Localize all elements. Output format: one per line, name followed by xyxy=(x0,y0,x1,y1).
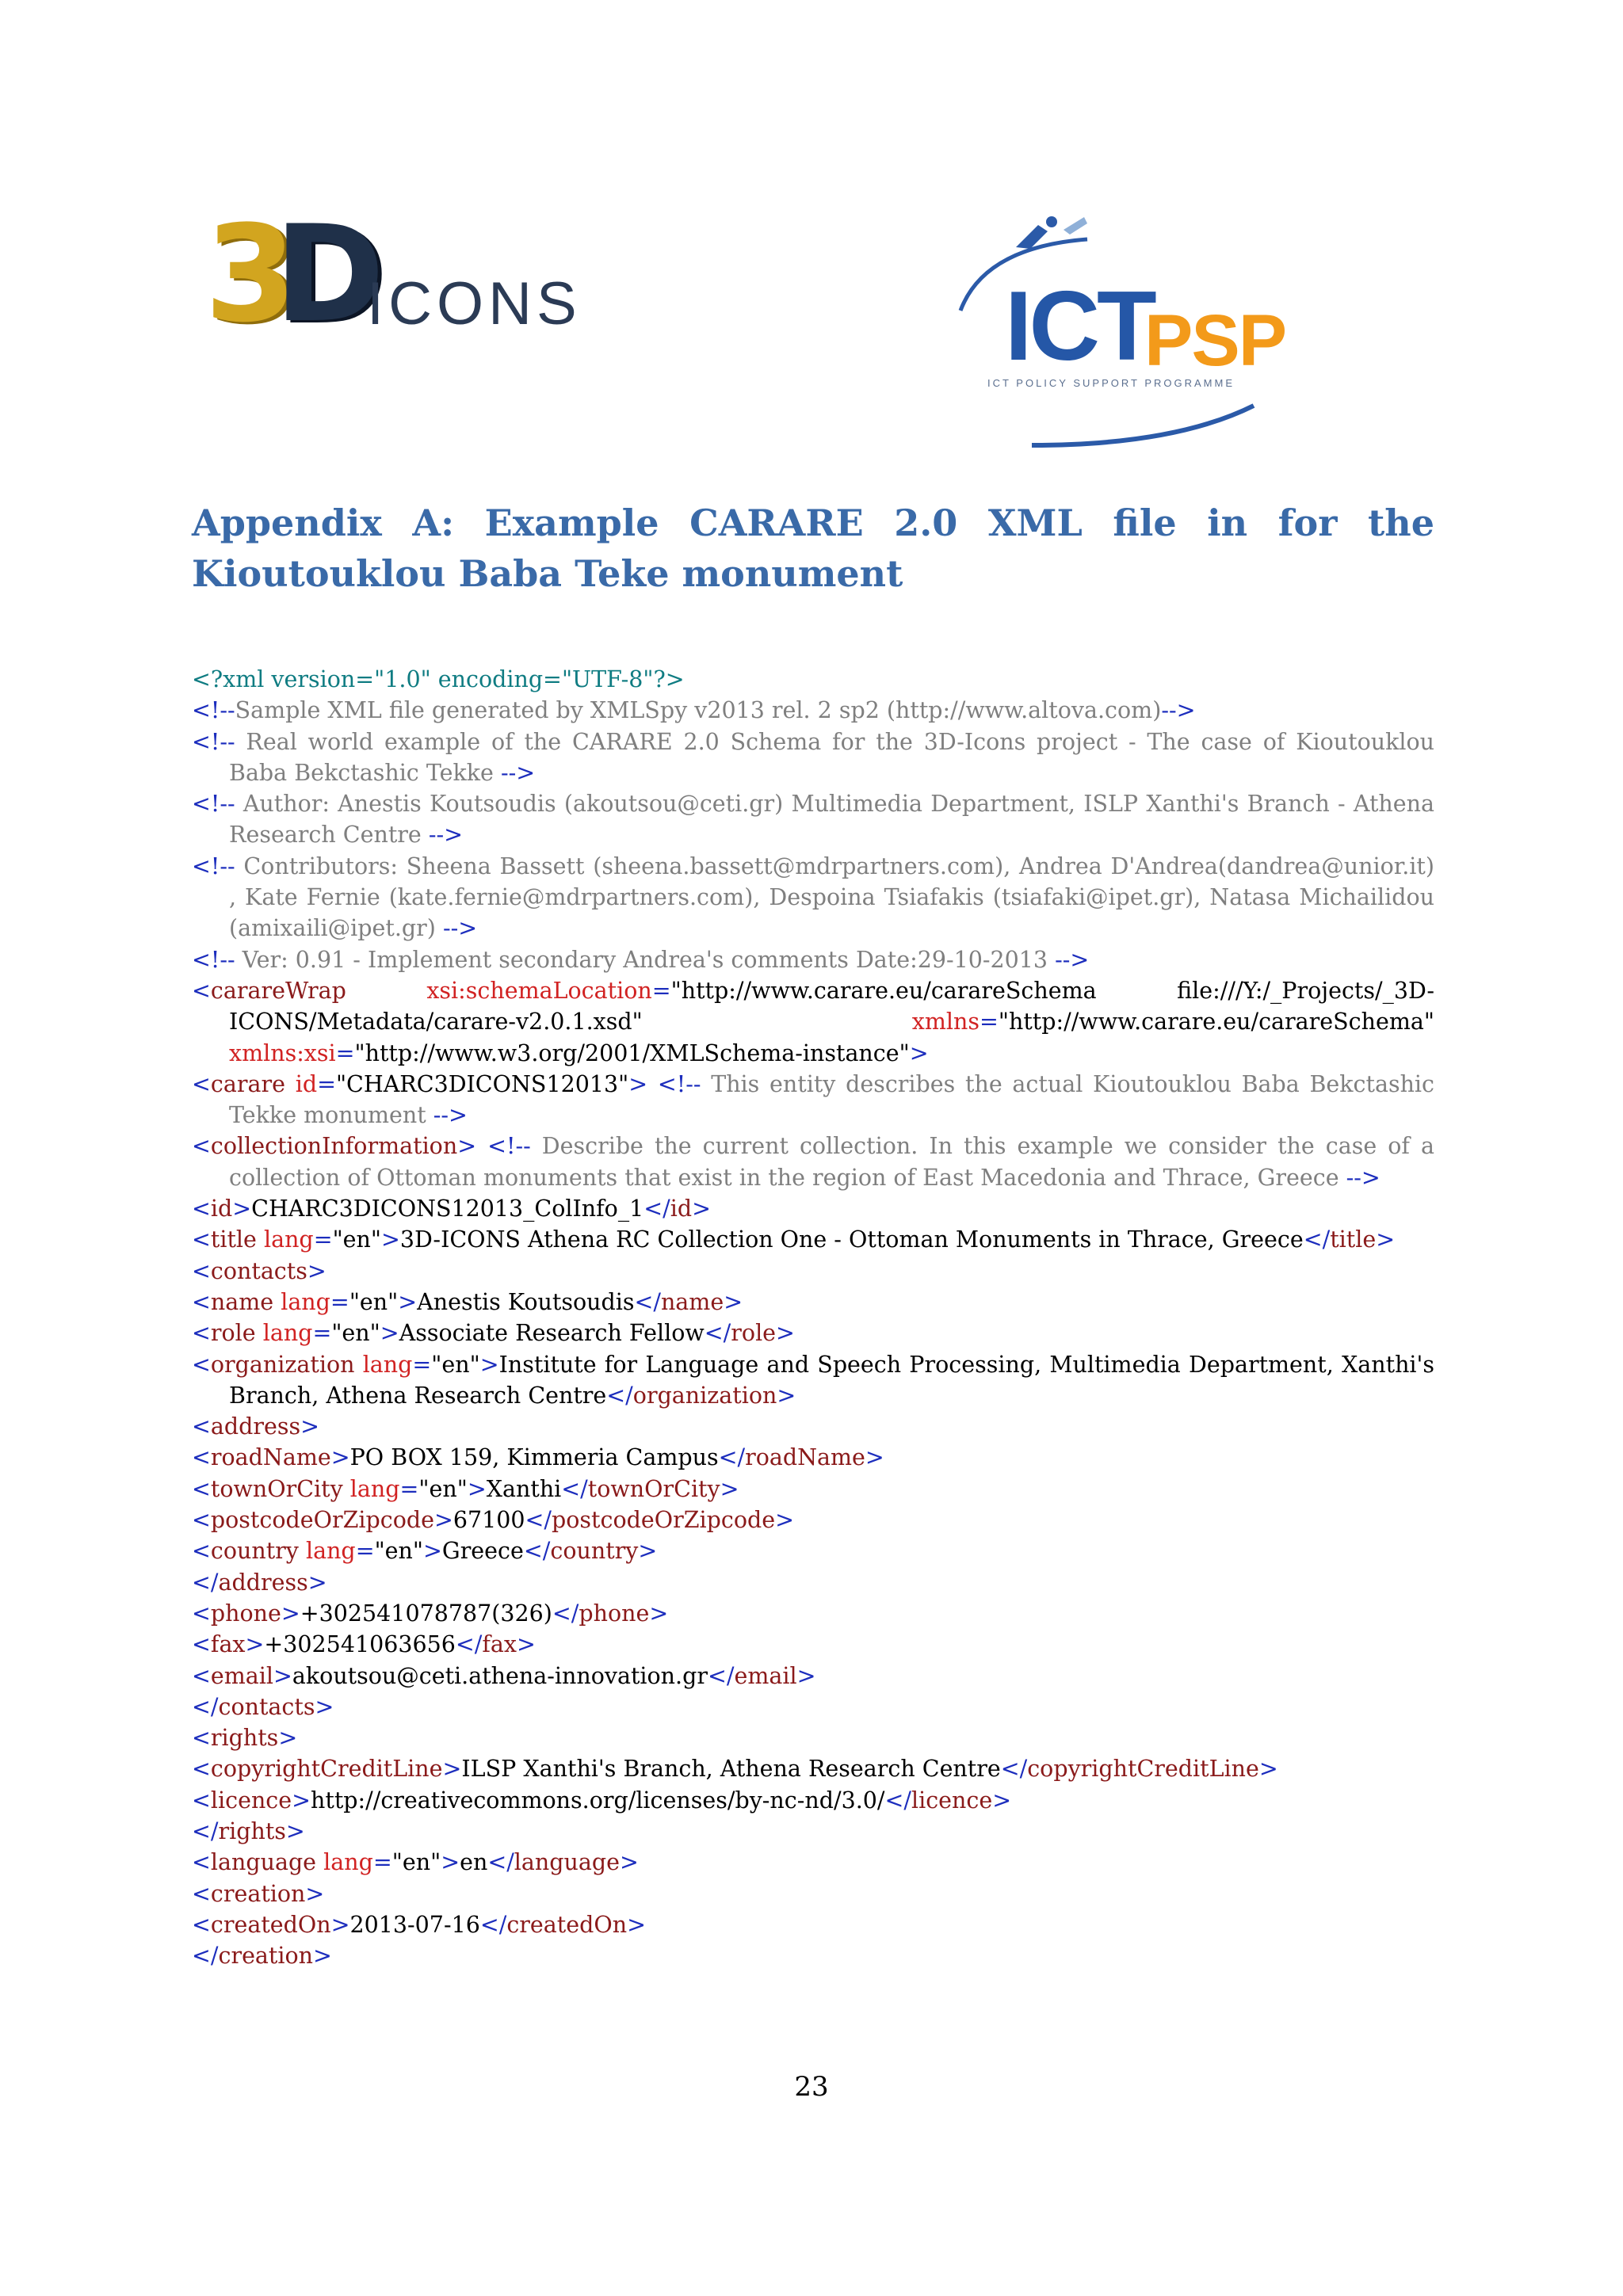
xml-country-line: <country lang="en">Greece</country> xyxy=(192,1538,658,1565)
xml-roadname-line: <roadName>PO BOX 159, Kimmeria Campus</roadName> xyxy=(192,1444,884,1471)
xml-createdon-line: <createdOn>2013-07-16</createdOn> xyxy=(192,1911,646,1938)
heading-line-1: Appendix A: Example CARARE 2.0 XML file in for the xyxy=(192,502,1434,544)
xml-role-line: <role lang="en">Associate Research Fellow</role> xyxy=(192,1320,795,1347)
xml-creation-close: </creation> xyxy=(192,1943,332,1970)
xml-comment-line: <!-- Real world example of the CARARE 2.0 Schema for the 3D-Icons project - The case of Kioutouklou Baba Bekctashic Tekke --> xyxy=(192,728,1434,786)
xml-town-line: <townOrCity lang="en">Xanthi</townOrCity> xyxy=(192,1475,739,1502)
xml-id-line: <id>CHARC3DICONS12013_ColInfo_1</id> xyxy=(192,1196,711,1222)
xml-declaration: <?xml version="1.0" encoding="UTF-8"?> xyxy=(192,666,685,692)
ict-word: ICT xyxy=(1005,272,1154,381)
xml-language-line: <language lang="en">en</language> xyxy=(192,1849,639,1876)
logo-icons-word: ICONS xyxy=(367,270,582,338)
ict-psp-logo xyxy=(937,208,1285,461)
xml-collection-line: <collectionInformation> <!-- Describe the current collection. In this example we consider the case of a collection of Ottoman monuments that exist in the region of East Macedonia and Thrace, Greece --> xyxy=(192,1133,1435,1191)
xml-rights-open: <rights> xyxy=(192,1725,298,1752)
xml-listing xyxy=(192,664,1434,1971)
3d-icons-logo xyxy=(204,196,582,352)
xml-comment-line: <!-- Author: Anestis Koutsoudis (akoutsou@ceti.gr) Multimedia Department, ISLP Xanthi's Branch - Athena Research Centre --> xyxy=(192,791,1434,849)
xml-postcode-line: <postcodeOrZipcode>67100</postcodeOrZipcode> xyxy=(192,1507,795,1534)
xml-carare-line: <carare id="CHARC3DICONS12013"> <!-- This entity describes the actual Kioutouklou Baba Bekctashic Tekke monument --> xyxy=(192,1070,1435,1129)
xml-title-line: <title lang="en">3D-ICONS Athena RC Collection One - Ottoman Monuments in Thrace, Greece</title> xyxy=(192,1226,1396,1253)
page-number: 23 xyxy=(794,2071,829,2103)
logo-3-glyph: 3 xyxy=(204,196,286,352)
xml-comment-line: <!-- Ver: 0.91 - Implement secondary Andrea's comments Date:29-10-2013 --> xyxy=(192,946,1090,973)
xml-email-line: <email>akoutsou@ceti.athena-innovation.gr</email> xyxy=(192,1662,816,1689)
heading-line-2: Kioutouklou Baba Teke monument xyxy=(192,552,903,595)
xml-creation-open: <creation> xyxy=(192,1880,325,1907)
xml-phone-line: <phone>+302541078787(326)</phone> xyxy=(192,1600,669,1627)
xml-copyright-line: <copyrightCreditLine>ILSP Xanthi's Branch, Athena Research Centre</copyrightCreditLine> xyxy=(192,1756,1278,1783)
xml-fax-line: <fax>+302541063656</fax> xyxy=(192,1631,536,1658)
xml-comment-line: <!--Sample XML file generated by XMLSpy v2013 rel. 2 sp2 (http://www.altova.com)--> xyxy=(192,697,1196,724)
appendix-heading xyxy=(192,498,1434,599)
ict-subtitle: ICT POLICY SUPPORT PROGRAMME xyxy=(987,377,1235,389)
xml-name-line: <name lang="en">Anestis Koutsoudis</name> xyxy=(192,1288,743,1315)
xml-address-open: <address> xyxy=(192,1413,320,1440)
xml-rights-close: </rights> xyxy=(192,1817,305,1844)
logo-d-glyph: D xyxy=(274,196,385,352)
psp-word: PSP xyxy=(1144,300,1286,381)
xml-contacts-close: </contacts> xyxy=(192,1693,334,1720)
xml-organization-line: <organization lang="en">Institute for Language and Speech Processing, Multimedia Department, Xanthi's Branch, Athena Research Centre</organization> xyxy=(192,1351,1435,1409)
xml-licence-line: <licence>http://creativecommons.org/licenses/by-nc-nd/3.0/</licence> xyxy=(192,1787,1012,1814)
xml-address-close: </address> xyxy=(192,1569,327,1596)
xml-comment-line: <!-- Contributors: Sheena Bassett (sheena.bassett@mdrpartners.com), Andrea D'Andrea(dandrea@unior.it) , Kate Fernie (kate.fernie@mdrpartners.com), Despoina Tsiafakis (tsiafaki@ipet.gr), Natasa Michailidou (amixaili@ipet.gr) --> xyxy=(192,852,1434,942)
xml-carare-wrap-line: <carareWrap xsi:schemaLocation="http://www.carare.eu/carareSchema file:///Y:/_Projects/_3D-ICONS/Metadata/carare-v2.0.1.xsd" xmlns="http://www.carare.eu/carareSchema" xmlns:xsi="http://www.w3.org/2001/XMLSchema-instance"> xyxy=(192,977,1434,1066)
xml-contacts-open: <contacts> xyxy=(192,1257,327,1284)
